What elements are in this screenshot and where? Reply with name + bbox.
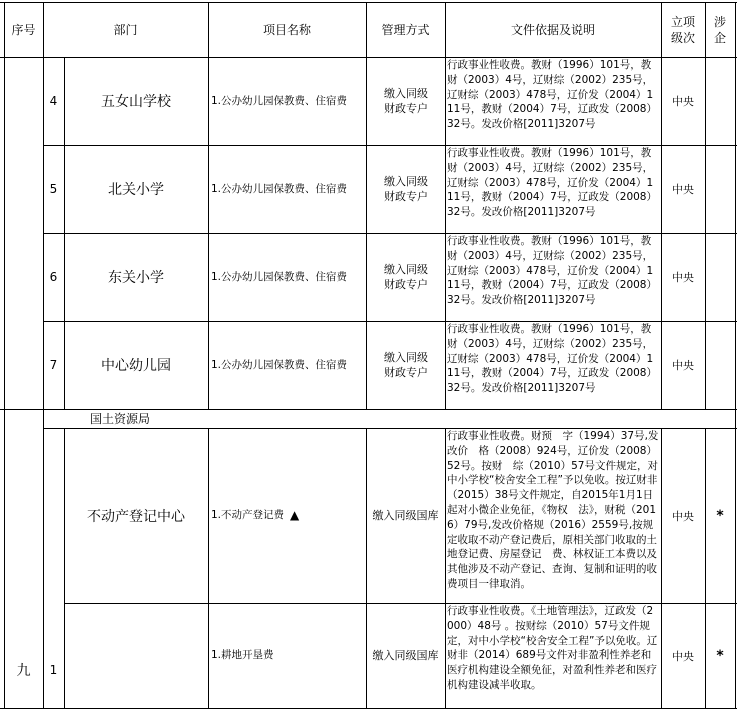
item-project [208,428,366,603]
header-involves-line2: 企 [713,30,726,45]
row-level: 中央 [672,359,694,372]
row-project: 1.公办幼儿园保教费、住宿费 [211,94,348,107]
row-management: 缴入同级财政专户 [384,87,428,115]
row-basis: 行政事业性收费。教财（1996）101号，教财（2003）4号，辽财综（2002）235号，辽财综（2003）478号，辽价发（2004）111号，教财（2004）7号，辽政发（2008）32号。发改价格[2011]3207号 [447,147,657,219]
item-project-label: 1.不动产登记费 [211,509,285,521]
row-management: 缴入同级财政专户 [384,175,428,203]
section-dept: 不动产登记中心 [87,508,185,525]
section-sub-num: 1 [49,663,58,677]
header-project: 项目名称 [262,23,311,37]
item-level: 中央 [672,649,694,663]
row-level: 中央 [672,271,694,284]
rule [4,2,5,709]
row-management: 缴入同级财政专户 [384,263,428,291]
item-basis: 行政事业性收费。《土地管理法》，辽政发（2000）48号 。按财综（2010）57号文件规定，对中小学校“校舍安全工程”予以免收。辽财非（2014）689号文件对非盈利性养老和医疗机构建设全额免征，对盈利性养老和医疗机构建设减半收取。 [447,605,658,691]
header-level-line1: 立项 [670,14,695,29]
item-management: 缴入同级国库 [372,649,439,662]
row-level: 中央 [672,95,694,108]
header-level-line2: 级次 [670,30,695,45]
item-level: 中央 [672,509,694,523]
rule [705,2,706,409]
row-num: 7 [49,358,58,372]
item-involves: * [716,507,724,524]
row-basis: 行政事业性收费。教财（1996）101号，教财（2003）4号，辽财综（2002）235号，辽财综（2003）478号，辽价发（2004）111号，教财（2004）7号，辽政发（2008）32号。发改价格[2011]3207号 [447,323,657,395]
section-title: 国土资源局 [90,412,151,426]
rule [366,2,367,409]
row-dept: 北关小学 [108,182,164,198]
header-basis: 文件依据及说明 [510,23,595,37]
row-basis: 行政事业性收费。教财（1996）101号，教财（2003）4号，辽财综（2002）235号，辽财综（2003）478号，辽价发（2004）111号，教财（2004）7号，辽政发（2008）32号。发改价格[2011]3207号 [447,59,657,131]
rule [0,708,737,709]
row-dept: 五女山学校 [101,94,171,110]
row-basis: 行政事业性收费。教财（1996）101号，教财（2003）4号，辽财综（2002）235号，辽财综（2003）478号，辽价发（2004）111号，教财（2004）7号，辽政发（2008）32号。发改价格[2011]3207号 [447,235,657,307]
header-management: 管理方式 [381,23,430,37]
header-involves-line1: 涉 [713,14,726,29]
row-num: 5 [49,182,58,196]
row-project: 1.公办幼儿园保教费、住宿费 [211,182,348,195]
row-dept: 东关小学 [108,270,164,286]
row-num: 6 [49,270,58,284]
header-seq: 序号 [11,23,36,37]
header-dept: 部门 [113,23,138,37]
row-project: 1.公办幼儿园保教费、住宿费 [211,270,348,283]
item-involves: * [716,647,724,664]
row-dept: 中心幼儿园 [101,358,171,374]
header-involves [705,2,735,57]
triangle-marker-icon: ▲ [290,508,300,522]
row-project: 1.公办幼儿园保教费、住宿费 [211,358,348,371]
item-project: 1.耕地开垦费 [211,649,274,661]
header-level [661,2,705,57]
item-basis: 行政事业性收费。财预 字（1994）37号,发改价 格（2008）924号，辽价发（2008）52号。按财 综（2010）57号文件规定，对中小学校“校舍安全工程”予以免收。按辽财非（2015）38号文件规定，自2015年1月1日起对小微企业免征，《物权 法》，财税（2016）79号,发改价格规（2016）2559号,按规定收取不动产登记费后，原相关部门收取的土地登记费、房屋登记 费、林权证工本费以及其他涉及不动产登记、查询、复制和证明的收费项目一律取消。 [447,430,659,590]
row-management: 缴入同级财政专户 [384,351,428,379]
section-seq: 九 [16,663,31,679]
row-level: 中央 [672,183,694,196]
row-num: 4 [49,94,58,108]
item-management: 缴入同级国库 [372,509,439,522]
rule [735,2,736,709]
